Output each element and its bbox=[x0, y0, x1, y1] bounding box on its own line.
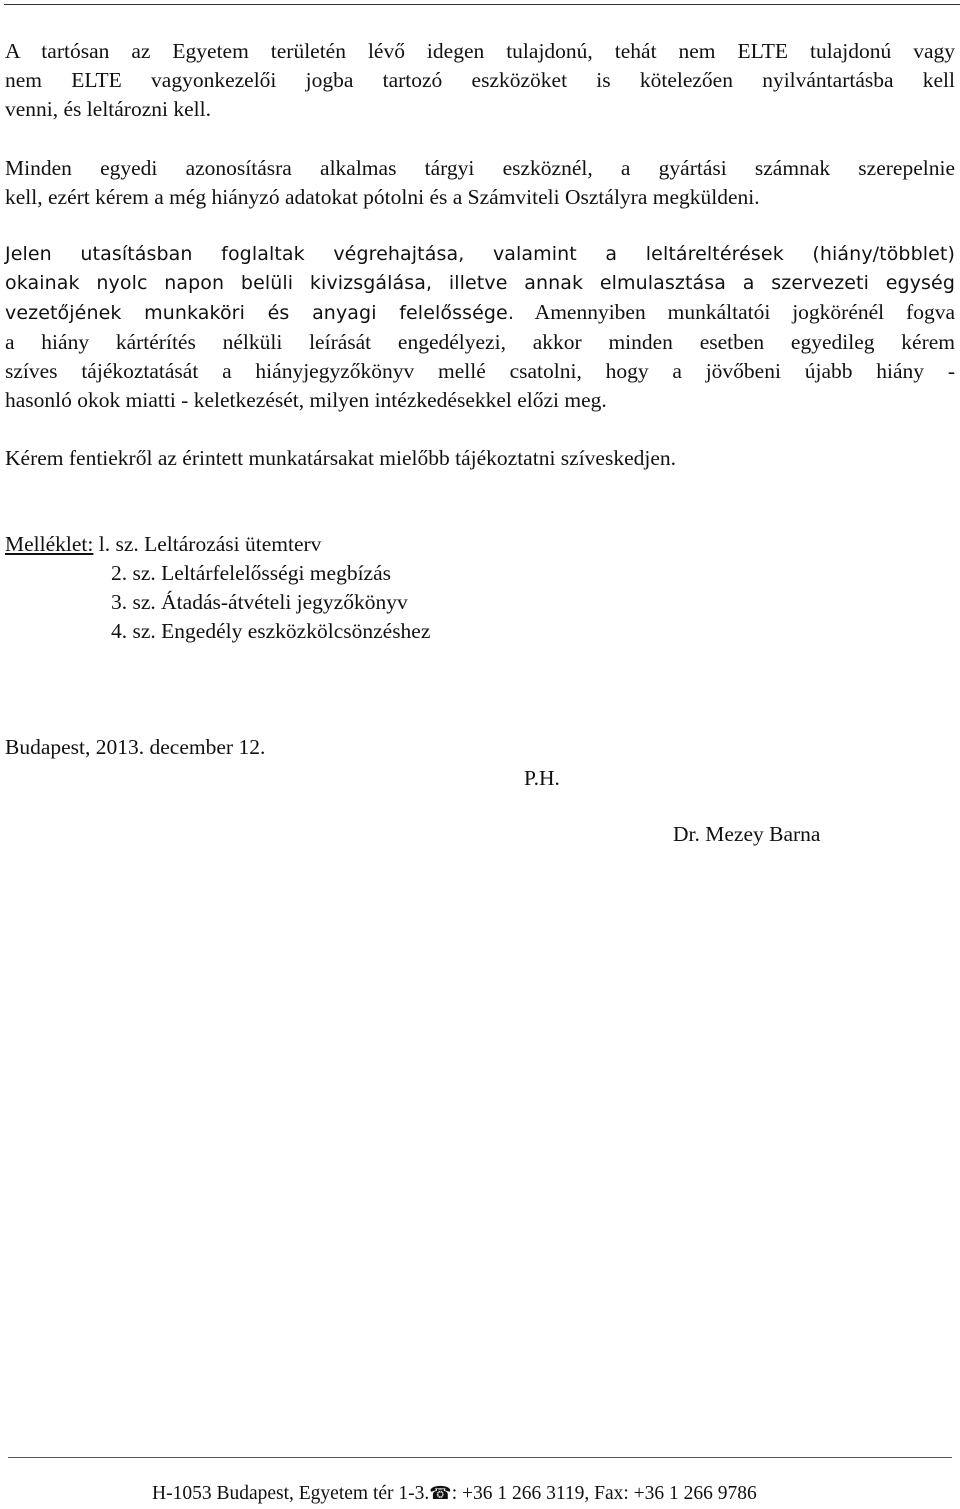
paragraph-inform-staff bbox=[5, 444, 955, 473]
paragraph-line: hasonló okok miatti - keletkezését, milyen intézkedésekkel előzi meg. bbox=[5, 388, 607, 412]
paragraph-line-mixed bbox=[5, 298, 955, 328]
footer-address: H-1053 Budapest, Egyetem tér 1-3. bbox=[152, 1483, 430, 1504]
paragraph-line: Kérem fentiekről az érintett munkatársakat mielőbb tájékoztatni szíveskedjen. bbox=[5, 446, 677, 470]
paragraph-line: kell, ezért kérem a még hiányzó adatokat pótolni és a Számviteli Osztályra megküldeni. bbox=[5, 185, 760, 209]
top-rule bbox=[4, 4, 960, 5]
footer-contact bbox=[152, 1481, 757, 1507]
attachment-item bbox=[5, 530, 430, 559]
paragraph-line: Jelen utasításban foglaltak végrehajtása, valamint a leltáreltérések (hiány/többlet) bbox=[5, 243, 955, 265]
mixed-line-serif-part: Amennyiben munkáltatói jogkörénél fogva bbox=[513, 300, 955, 324]
date-line: Budapest, 2013. december 12. bbox=[5, 735, 266, 759]
attachment-item bbox=[5, 617, 430, 646]
paragraph-line: a hiány kártérítés nélküli leírását engedélyezi, akkor minden esetben egyedileg kérem bbox=[5, 330, 955, 354]
paragraph-foreign-assets bbox=[5, 37, 955, 124]
paragraph-line: A tartósan az Egyetem területén lévő idegen tulajdonú, tehát nem ELTE tulajdonú vagy bbox=[5, 39, 955, 63]
attachments-list bbox=[5, 530, 430, 646]
mixed-line-sans-part: vezetőjének munkaköri és anyagi felelőssége. bbox=[5, 302, 514, 324]
paragraph-line: Minden egyedi azonosításra alkalmas tárgyi eszköznél, a gyártási számnak szerepelnie bbox=[5, 156, 955, 180]
attachment-item bbox=[5, 559, 430, 588]
paragraph-responsibility bbox=[5, 240, 955, 415]
footer-phone-fax: : +36 1 266 3119, Fax: +36 1 266 9786 bbox=[451, 1483, 757, 1504]
paragraph-line: okainak nyolc napon belüli kivizsgálása, illetve annak elmulasztása a szervezeti egység bbox=[5, 272, 955, 294]
stamp-placeholder: P.H. bbox=[524, 766, 560, 790]
paragraph-line: szíves tájékoztatását a hiányjegyzőkönyv mellé csatolni, hogy a jövőbeni újabb hiány - bbox=[5, 359, 955, 383]
attachment-text: l. sz. Leltározási ütemterv bbox=[93, 532, 322, 556]
attachment-text: 2. sz. Leltárfelelősségi megbízás bbox=[111, 561, 391, 585]
paragraph-line: venni, és leltározni kell. bbox=[5, 97, 211, 121]
signer-name: Dr. Mezey Barna bbox=[673, 822, 821, 846]
attachment-text: 4. sz. Engedély eszközkölcsönzéshez bbox=[111, 619, 431, 643]
paragraph-serial-numbers bbox=[5, 154, 955, 212]
attachments-label: Melléklet: bbox=[5, 532, 94, 556]
phone-icon: ☎ bbox=[429, 1483, 452, 1504]
paragraph-line: nem ELTE vagyonkezelői jogba tartozó eszközöket is kötelezően nyilvántartásba kell bbox=[5, 68, 955, 92]
attachment-text: 3. sz. Átadás-átvételi jegyzőkönyv bbox=[111, 590, 408, 614]
footer-rule bbox=[8, 1457, 952, 1458]
attachment-item bbox=[5, 588, 430, 617]
